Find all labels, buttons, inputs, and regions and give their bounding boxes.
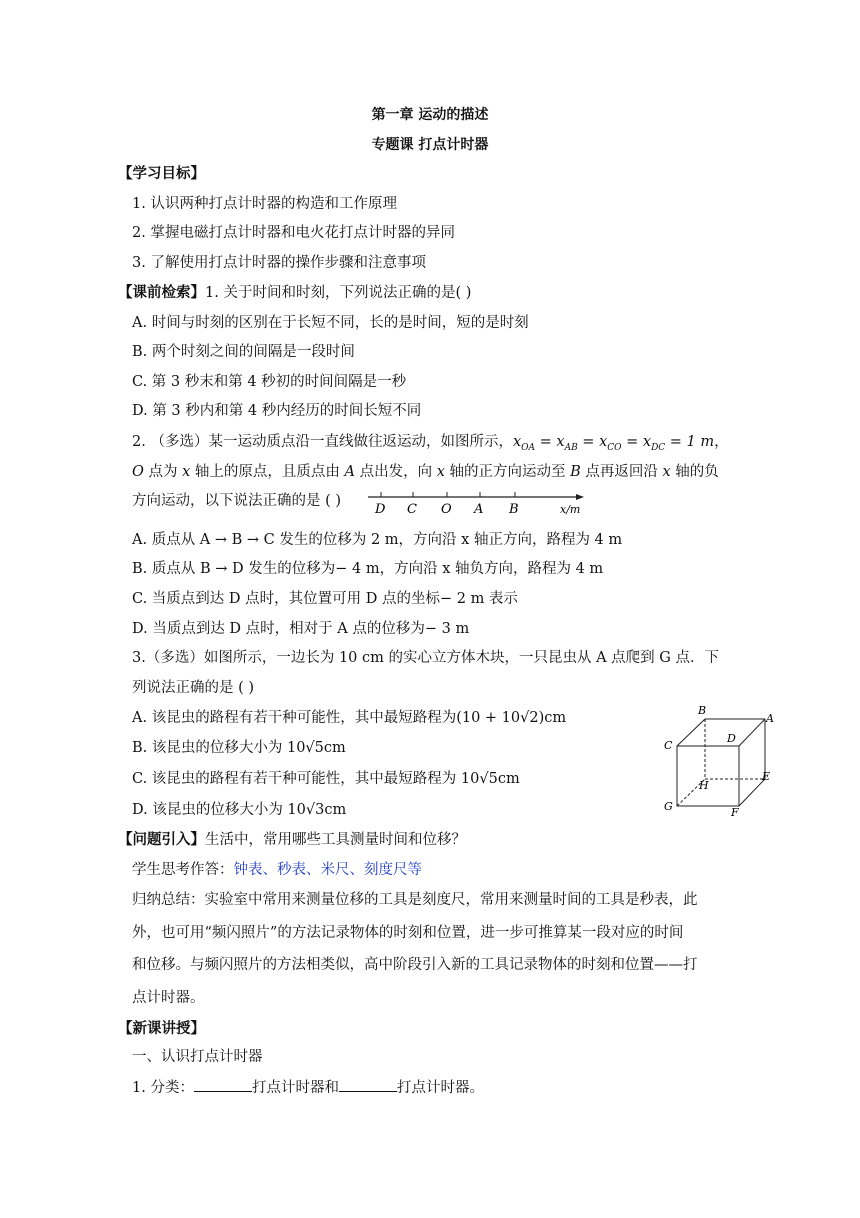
cube-vertex-label: A	[766, 712, 774, 725]
classification-line	[132, 1077, 484, 1098]
axis-label: O	[441, 502, 452, 516]
objectives-heading: 【学习目标】	[118, 165, 205, 182]
q1-option: A. 时间与时刻的区别在于长短不同，长的是时间，短的是时刻	[132, 315, 529, 331]
objective-item: 3. 了解使用打点计时器的操作步骤和注意事项	[132, 255, 426, 271]
lesson-title: 专题课 打点计时器	[371, 137, 489, 153]
q3-option: C. 该昆虫的路程有若干种可能性，其中最短路程为 10√5cm	[132, 771, 520, 787]
q1-option: C. 第 3 秒末和第 4 秒初的时间间隔是一秒	[132, 374, 407, 390]
q2-text: 点出发，向	[355, 464, 437, 480]
q3-option: D. 该昆虫的位移大小为 10√3cm	[132, 802, 347, 818]
q2-text: 点再返回沿	[580, 464, 663, 480]
q3-option: B. 该昆虫的位移大小为 10√5cm	[132, 740, 346, 756]
q2-text: B	[570, 464, 581, 480]
classification-text: 打点计时器和	[251, 1080, 339, 1096]
axis-label: D	[375, 502, 386, 516]
q2-text: 点为	[143, 464, 183, 480]
number-line-figure	[364, 488, 590, 516]
q1-line	[118, 283, 471, 303]
axis-unit: x/m	[560, 503, 581, 516]
q2-option: C. 当质点到达 D 点时，其位置可用 D 点的坐标− 2 m 表示	[132, 591, 518, 607]
intro-question: 生活中，常用哪些工具测量时间和位移？	[205, 832, 466, 848]
student-answer-line	[132, 860, 422, 880]
q1-option: D. 第 3 秒内和第 4 秒内经历的时间长短不同	[132, 403, 422, 419]
cube-vertex-label: B	[698, 704, 707, 717]
intro-heading: 【问题引入】	[118, 831, 205, 848]
q2-stem-line2	[132, 462, 719, 482]
summary-line: 和位移。与频闪照片的方法相类似，高中阶段引入新的工具记录物体的时刻和位置——打	[132, 957, 698, 973]
q2-text: x	[436, 464, 445, 480]
q2-stem: 2. （多选）某一运动质点沿一直线做往返运动，如图所示，	[132, 434, 513, 450]
q2-stem-line3: 方向运动，以下说法正确的是 ( )	[132, 493, 342, 509]
q1-option: B. 两个时刻之间的间隔是一段时间	[132, 344, 355, 360]
cube-vertex-label: G	[664, 800, 673, 813]
objective-item: 1. 认识两种打点计时器的构造和工作原理	[132, 196, 397, 212]
student-answer: 钟表、秒表、米尺、刻度尺等	[233, 862, 422, 878]
q2-text: x	[662, 464, 671, 480]
q2-text: 轴的负	[670, 464, 719, 480]
q2-option: D. 当质点到达 D 点时，相对于 A 点的位移为− 3 m	[132, 621, 470, 637]
blank-field	[194, 1077, 252, 1092]
objective-item: 2. 掌握电磁打点计时器和电火花打点计时器的异同	[132, 225, 455, 241]
section-title: 一、认识打点计时器	[132, 1049, 263, 1065]
q1-stem: 1. 关于时间和时刻，下列说法正确的是( )	[205, 285, 472, 301]
cube-vertex-label: C	[664, 739, 673, 752]
q2-text: 轴的正方向运动至	[444, 464, 571, 480]
summary-line: 外，也可用“频闪照片”的方法记录物体的时刻和位置，进一步可推算某一段对应的时间	[132, 925, 684, 941]
q2-text: 轴上的原点，且质点由	[190, 464, 345, 480]
summary-line: 点计时器。	[132, 990, 205, 1006]
q2-text: A	[344, 464, 355, 480]
precheck-heading: 【课前检索】	[118, 284, 205, 301]
q3-stem: 3.（多选）如图所示，一边长为 10 cm 的实心立方体木块，一只昆虫从 A 点爬到 G 点．下	[132, 650, 719, 666]
q2-equation: $x_{OA} = x_{AB} = x_{CO} = x_{DC} = 1$ m	[512, 434, 715, 453]
summary-line: 归纳总结：实验室中常用来测量位移的工具是刻度尺，常用来测量时间的工具是秒表，此	[132, 892, 698, 908]
cube-vertex-label: D	[727, 732, 736, 745]
blank-field	[339, 1077, 397, 1092]
q2-option: B. 质点从 B → D 发生的位移为− 4 m，方向沿 x 轴负方向，路程为 4 m	[132, 561, 604, 577]
cube-vertex-label: F	[731, 806, 739, 819]
q3-stem-line2: 列说法正确的是 ( )	[132, 680, 255, 696]
q2-text: O	[132, 464, 144, 480]
axis-label: C	[407, 502, 417, 516]
q2-option: A. 质点从 A → B → C 发生的位移为 2 m，方向沿 x 轴正方向，路程为 4 m	[132, 532, 623, 548]
classification-text: 打点计时器。	[396, 1080, 484, 1096]
intro-line	[118, 830, 466, 850]
cube-figure	[658, 702, 783, 822]
q3-option: A. 该昆虫的路程有若干种可能性，其中最短路程为(10 + 10√2)cm	[132, 710, 567, 726]
q2-stem-line: 2. （多选）某一运动质点沿一直线做往返运动，如图所示，$x_{OA} = x_{AB} = x_{CO} = x_{DC} = 1$ m，	[132, 434, 729, 453]
new-lesson-heading: 【新课讲授】	[118, 1020, 205, 1037]
axis-label: A	[474, 502, 484, 516]
cube-vertex-label: H	[699, 779, 709, 792]
chapter-title: 第一章 运动的描述	[371, 107, 489, 123]
cube-vertex-label: E	[762, 770, 771, 783]
axis-label: B	[509, 502, 519, 516]
student-answer-label: 学生思考作答：	[132, 862, 234, 878]
q2-text: x	[182, 464, 191, 480]
classification-label: 1. 分类：	[132, 1080, 194, 1096]
tick-marks	[381, 492, 515, 497]
